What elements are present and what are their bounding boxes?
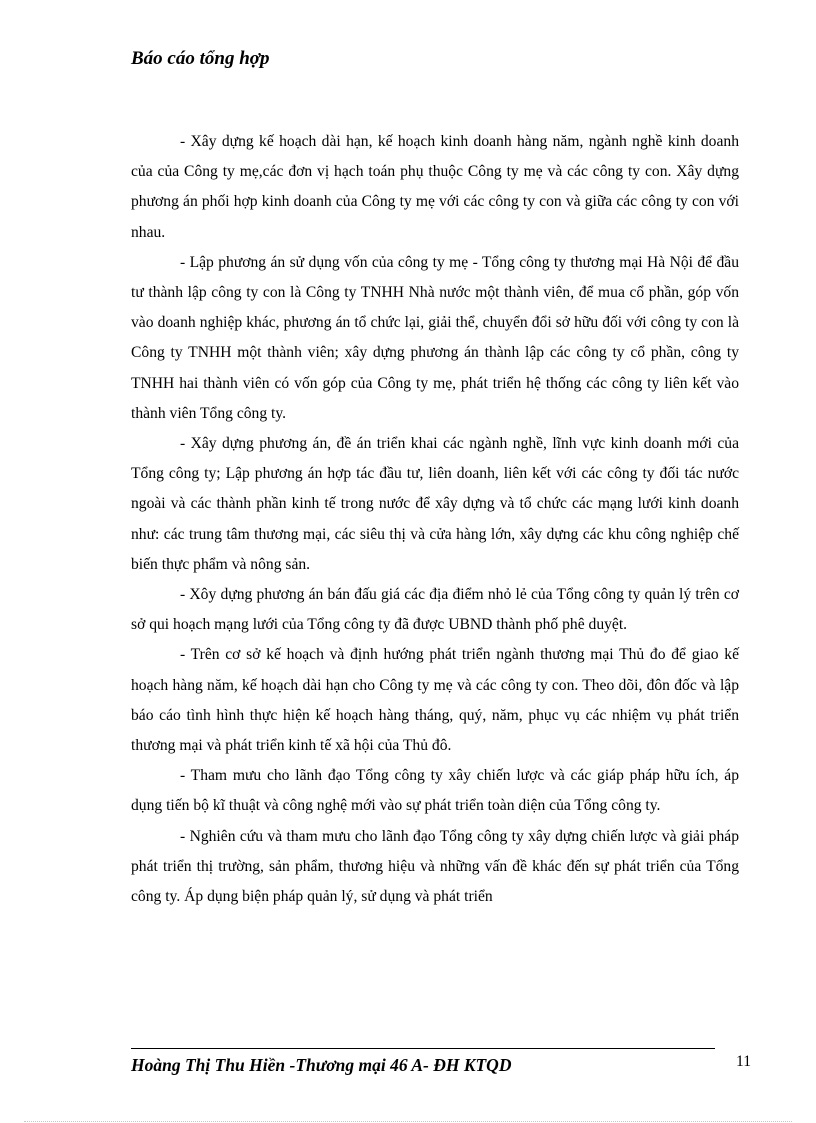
body-text: [131, 127, 739, 912]
paragraph-capital-plan: - Lập phương án sử dụng vốn của công ty mẹ - Tổng công ty thương mại Hà Nội để đầu tư thành lập công ty con là Công ty TNHH Nhà nước một thành viên, để mua cổ phần, góp vốn vào doanh nghiệp khác, phương án tổ chức lại, giải thể, chuyển đổi sở hữu đối với công ty con là Công ty TNHH một thành viên; xây dựng phương án thành lập các công ty cổ phần, công ty TNHH hai thành viên có vốn góp của Công ty mẹ, phát triển hệ thống các công ty liên kết vào thành viên Tổng công ty.: [131, 253, 739, 422]
paragraph-business-plan: - Xây dựng kế hoạch dài hạn, kế hoạch kinh doanh hàng năm, ngành nghề kinh doanh của của Công ty mẹ,các đơn vị hạch toán phụ thuộc Công ty mẹ và các công ty con. Xây dựng phương án phối hợp kinh doanh của Công ty mẹ với các công ty con và giữa các công ty con với nhau.: [131, 133, 739, 241]
page-number: 11: [736, 1053, 752, 1070]
paragraph-strategy-advice: - Tham mưu cho lãnh đạo Tổng công ty xây chiến lược và các giáp pháp hữu ích, áp dụng tiến bộ kĩ thuật và công nghệ mới vào sự phát triển toàn diện của Tổng công ty.: [131, 767, 739, 815]
paragraph-market-research: - Nghiên cứu và tham mưu cho lãnh đạo Tổng công ty xây dựng chiến lược và giải pháp phát triển thị trường, sản phẩm, thương hiệu và những vấn đề khác đến sự phát triển của Tổng công ty. Áp dụng biện pháp quản lý, sử dụng và phát triển: [131, 827, 739, 906]
paragraph-new-business: - Xây dựng phương án, đề án triển khai các ngành nghề, lĩnh vực kinh doanh mới của Tổng công ty; Lập phương án hợp tác đầu tư, liên doanh, liên kết với các công ty đối tác nước ngoài và các thành phần kinh tế trong nước để xây dựng và tổ chức các mạng lưới kinh doanh như: các trung tâm thương mại, các siêu thị và cửa hàng lớn, xây dựng các khu công nghiệp chế biến thực phẩm và nông sản.: [131, 435, 739, 573]
footer-author: Hoàng Thị Thu Hiền -Thương mại 46 A- ĐH KTQD: [131, 1055, 512, 1075]
paragraph-auction-plan: - Xôy dựng phương án bán đấu giá các địa điểm nhỏ lẻ của Tổng công ty quản lý trên cơ sở qui hoạch mạng lưới của Tổng công ty đã được UBND thành phố phê duyệt.: [131, 586, 739, 634]
page-bottom-dotted-border: [24, 1121, 792, 1122]
page-header-title: Báo cáo tổng hợp: [131, 48, 270, 69]
paragraph-annual-plan: - Trên cơ sở kế hoạch và định hướng phát triển ngành thương mại Thủ đo để giao kế hoạch hàng năm, kế hoạch dài hạn cho Công ty mẹ và các công ty con. Theo dõi, đôn đốc và lập báo cáo tình hình thực hiện kế hoạch hàng tháng, quý, năm, phục vụ các nhiệm vụ phát triển thương mại và phát triển kinh tế xã hội của Thủ đô.: [131, 646, 739, 755]
footer-divider: [131, 1048, 715, 1049]
